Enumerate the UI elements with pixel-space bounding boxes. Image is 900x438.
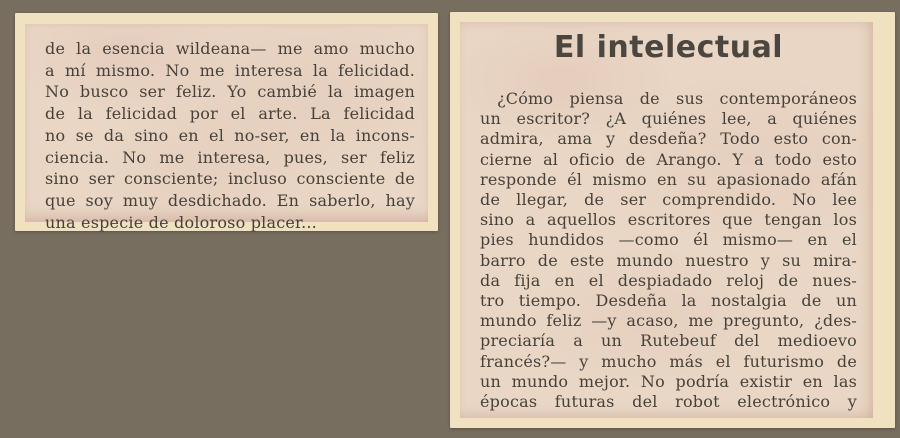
text-line: ¿Cómo piensa de sus contemporáneos [497,89,857,108]
right-clipping [450,12,895,428]
text-line: sino a aquellos escritores que tengan los [480,210,857,230]
text-line: que soy muy desdichado. En saberlo, hay [45,190,415,210]
text-line: un escritor? ¿A quiénes lee, a quiénes [480,109,857,129]
right-clipping-paper [460,22,873,418]
text-line: de la felicidad por el arte. La felicidad [45,104,415,124]
text-line: pies hundidos —como él mismo— en el [480,230,857,250]
text-line: admira, ama y desdeña? Todo esto con- [480,129,857,149]
text-line: un mundo mejor. No podría existir en las [480,371,857,391]
text-line: responde él mismo en su apasionado afán [480,169,857,189]
text-line: a mí mismo. No me interesa la felicidad. [45,60,415,80]
text-line: de llegar, de ser comprendido. No lee [480,190,857,210]
text-line: preciaría a un Rutebeuf del medioevo [480,331,857,351]
text-line: cierne al oficio de Arango. Y a todo esto [480,149,857,169]
article-title: El intelectual [553,30,784,65]
right-clipping-text [480,89,857,412]
text-line: francés?— y mucho más el futurismo de [480,351,857,371]
text-line: épocas futuras del robot electrónico y [480,392,857,412]
text-line: tro tiempo. Desdeña la nostalgia de un [480,291,857,311]
text-line: barro de este mundo nuestro y su mira- [480,250,857,270]
text-line: una especie de doloroso placer... [45,212,317,232]
text-line: da fija en el despiadado reloj de nues- [480,270,857,290]
text-line: no se da sino en el no-ser, en la incons- [45,125,415,145]
text-line: de la esencia wildeana— me amo mucho [45,39,415,58]
text-line: mundo feliz —y acaso, me pregunto, ¿des- [480,311,857,331]
text-line: No busco ser feliz. Yo cambié la imagen [45,82,415,102]
text-line: sino ser consciente; incluso consciente de [45,169,415,189]
left-clipping-text [45,38,415,233]
left-clipping [15,13,438,231]
left-clipping-paper [25,24,428,232]
text-line: ciencia. No me interesa, pues, ser feliz [45,147,415,167]
